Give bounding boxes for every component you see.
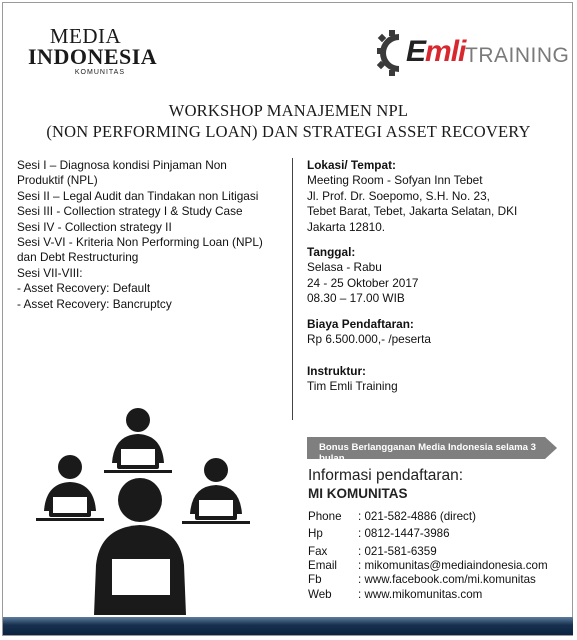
contact-value: : mikomunitas@mediaindonesia.com xyxy=(358,559,548,572)
fee-block xyxy=(307,317,557,348)
instructor-block xyxy=(307,364,557,395)
session-line: Sesi IV - Collection strategy II xyxy=(17,219,172,234)
location-block xyxy=(307,158,557,235)
contact-label: Fax xyxy=(308,545,328,558)
session-line: dan Debt Restructuring xyxy=(17,250,139,265)
bonus-banner xyxy=(307,437,557,464)
location-line: Tebet Barat, Tebet, Jakarta Selatan, DKI xyxy=(307,204,518,219)
logo-mi-line2: INDONESIA xyxy=(28,44,158,69)
location-line: Meeting Room - Sofyan Inn Tebet xyxy=(307,173,483,188)
emli-rest: mli xyxy=(425,35,466,68)
contact-value: : 021-582-4886 (direct) xyxy=(358,510,476,523)
emli-training-text: TRAINING xyxy=(465,44,570,67)
contact-value: : 0812-1447-3986 xyxy=(358,527,450,540)
fee-value: Rp 6.500.000,- /peserta xyxy=(307,332,431,347)
location-line: Jl. Prof. Dr. Soepomo, S.H. No. 23, xyxy=(307,188,490,203)
contact-value: : 021-581-6359 xyxy=(358,545,437,558)
logo-mi-line3: KOMUNITAS xyxy=(74,69,125,76)
location-label: Lokasi/ Tempat: xyxy=(307,158,396,172)
instructor-value: Tim Emli Training xyxy=(307,379,398,394)
contact-name: MI KOMUNITAS xyxy=(308,486,408,501)
bottom-bar xyxy=(3,617,573,635)
media-indonesia-logo xyxy=(28,24,158,76)
emli-training-logo xyxy=(377,30,570,78)
contact-value: : www.mikomunitas.com xyxy=(358,588,483,601)
date-line: Selasa - Rabu xyxy=(307,260,382,275)
session-line: Sesi VII-VIII: xyxy=(17,265,83,280)
contact-label: Web xyxy=(308,588,332,601)
session-line: Sesi III - Collection strategy I & Study Case xyxy=(17,204,243,219)
instructor-label: Instruktur: xyxy=(307,364,366,378)
bonus-banner-text: Bonus Berlangganan Media Indonesia selama 3 bulan xyxy=(319,442,536,464)
column-divider xyxy=(292,158,293,420)
logo-mi-line1: MEDIA xyxy=(49,24,122,48)
date-line: 08.30 – 17.00 WIB xyxy=(307,291,405,306)
contact-label: Fb xyxy=(308,573,322,586)
emli-wordmark xyxy=(406,35,465,69)
title-line-2: (NON PERFORMING LOAN) DAN STRATEGI ASSET RECOVERY xyxy=(46,122,531,141)
fee-label: Biaya Pendaftaran: xyxy=(307,317,414,331)
location-line: Jakarta 12810. xyxy=(307,219,386,234)
contact-label: Hp xyxy=(308,527,323,540)
session-line: - Asset Recovery: Default xyxy=(17,281,151,296)
contact-heading: Informasi pendaftaran: xyxy=(308,467,464,484)
contact-label: Phone xyxy=(308,510,342,523)
date-block xyxy=(307,245,557,307)
session-line: Produktif (NPL) xyxy=(17,173,98,188)
contact-label: Email xyxy=(308,559,337,572)
session-line: Sesi II – Legal Audit dan Tindakan non Litigasi xyxy=(17,188,259,203)
session-line: Sesi I – Diagnosa kondisi Pinjaman Non xyxy=(17,158,227,172)
emli-e: E xyxy=(406,35,426,68)
date-line: 24 - 25 Oktober 2017 xyxy=(307,275,419,290)
gear-icon xyxy=(377,30,409,76)
session-line: - Asset Recovery: Bancruptcy xyxy=(17,296,172,311)
session-line: Sesi V-VI - Kriteria Non Performing Loan (NPL) xyxy=(17,235,263,250)
title-line-1: WORKSHOP MANAJEMEN NPL xyxy=(168,101,409,120)
people-at-laptops-icon xyxy=(30,405,270,615)
contact-value: : www.facebook.com/mi.komunitas xyxy=(358,573,536,586)
date-label: Tanggal: xyxy=(307,245,356,259)
session-list xyxy=(17,158,287,312)
